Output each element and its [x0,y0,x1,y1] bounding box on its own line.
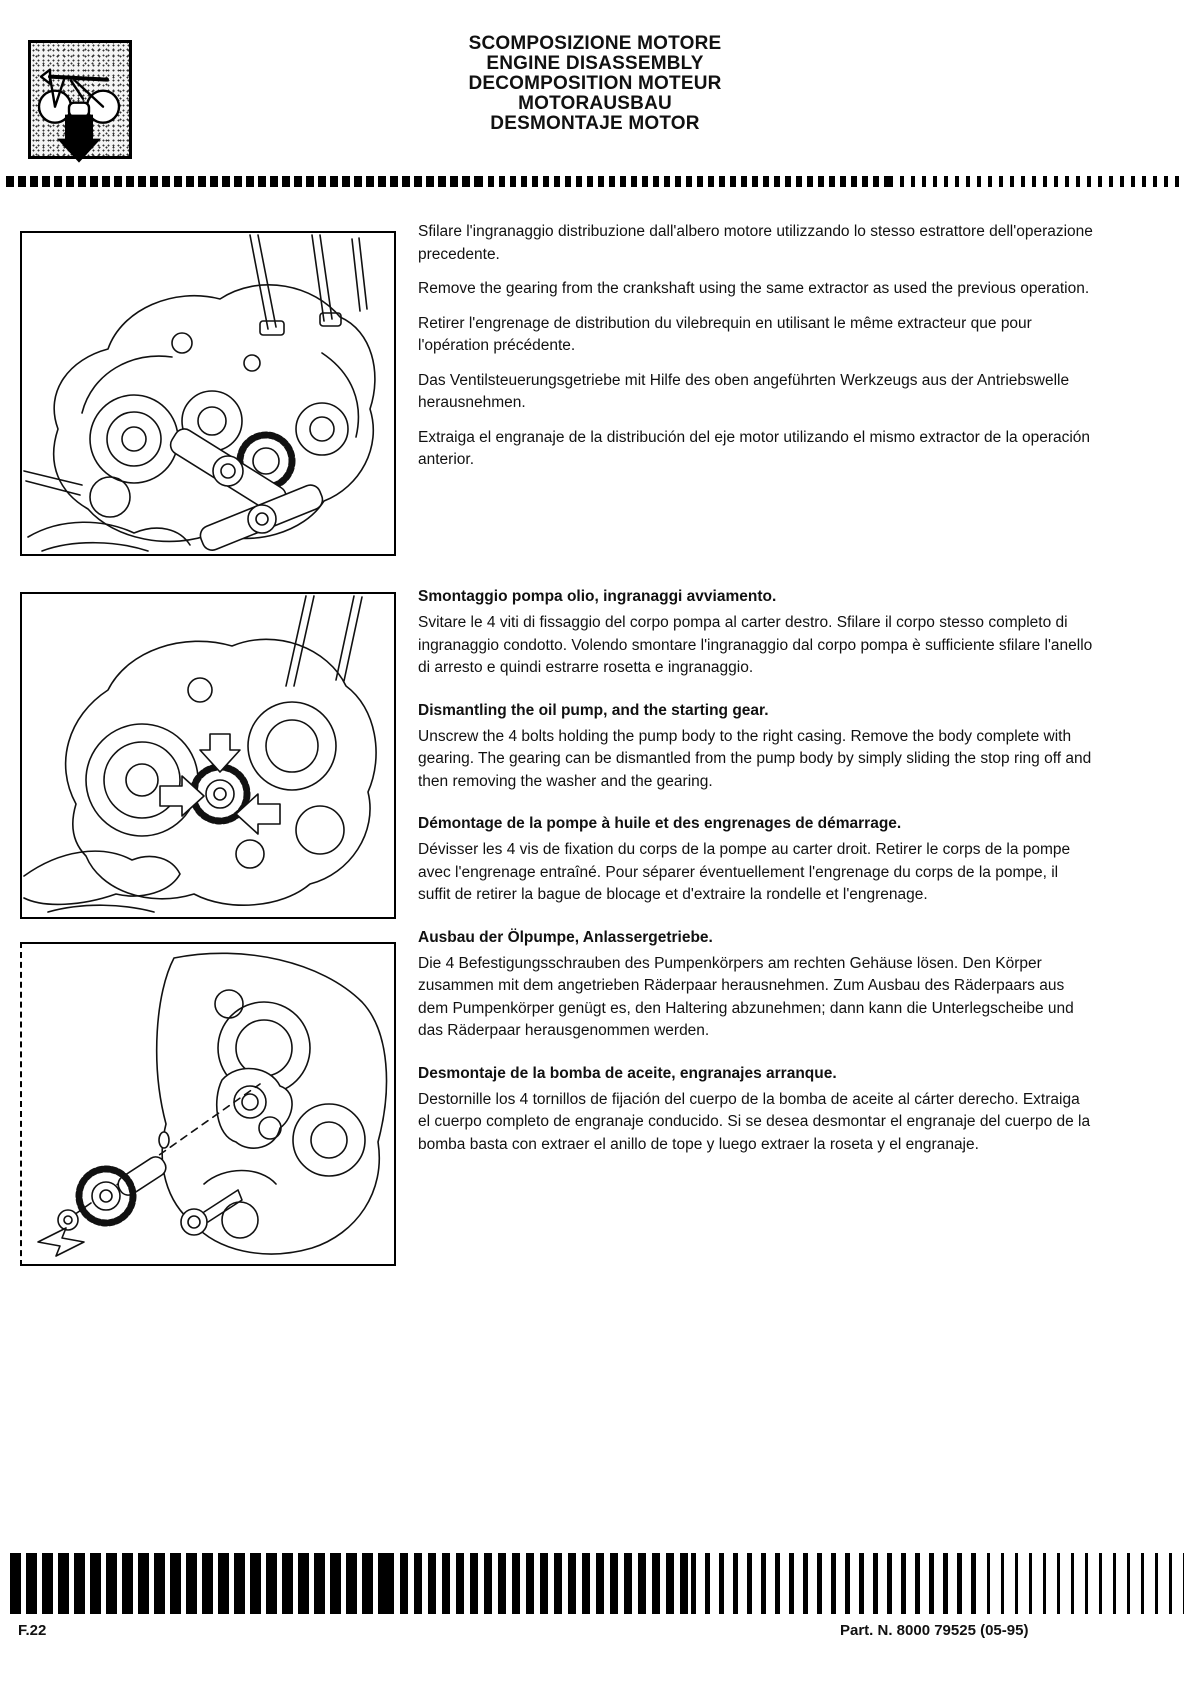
divider-segment [889,176,1184,187]
barcode-segment [691,1553,973,1614]
oil-pump-section [418,585,1094,1175]
heading-english: Dismantling the oil pump, and the starting gear. [418,701,769,719]
barcode-segment [973,1553,1184,1614]
body-spanish: Destornille los 4 tornillos de fijación del cuerpo de la bomba de aceite al cárter derecho. Extraiga el cuerpo completo de engranaje conducido. Si se desea desmontar el engranaje del cuerpo de la bomba basta con extraer el anillo de tope y luego extraer la roseta y el engranaje. [418,1090,1091,1153]
title-french: DECOMPOSITION MOTEUR [468,73,722,94]
top-divider [6,176,1184,187]
page-number: F.22 [18,1622,47,1639]
intro-paragraphs [418,221,1094,484]
title-english: ENGINE DISASSEMBLY [486,53,704,74]
paragraph-english: Remove the gearing from the crankshaft using the same extractor as used the previous operation. [418,280,1090,297]
bottom-barcode-divider [10,1553,1184,1614]
body-english: Unscrew the 4 bolts holding the pump body to the right casing. Remove the body complete with gearing. The gearing can be dismantled from the pump body by simply sliding the stop ring off and then removing the washer and the gearing. [418,727,1092,790]
body-german: Die 4 Befestigungsschrauben des Pumpenkörpers am rechten Gehäuse lösen. Den Körper zusammen mit dem angetrieben Räderpaar herausnehmen. Zum Ausbau des Räderpaars aus dem Pumpenkörper genügt es, den Haltering abzunehmen; dann kann die Unterlegscheibe und das Räderpaar herausgenommen werden. [418,954,1074,1039]
heading-german: Ausbau der Ölpumpe, Anlassergetriebe. [418,928,713,946]
body-french: Dévisser les 4 vis de fixation du corps de la pompe au carter droit. Retirer le corps de la pompe avec l'engrenage entraîné. Pour séparer éventuellement l'engrenage du corps de la pompe, il suffit de retirer la bague de blocage et d'extraire la rondelle et l'engrenage. [418,841,1071,903]
paragraph-german: Das Ventilsteuerungsgetriebe mit Hilfe des oben angeführten Werkzeugs aus der Antriebswelle herausnehmen. [418,371,1070,411]
section-block-french [418,812,1094,907]
section-block-italian [418,585,1094,680]
paragraph-spanish: Extraiga el engranaje de la distribución del eje motor utilizando el mismo extractor de la operación anterior. [418,428,1091,468]
barcode-segment [10,1553,386,1614]
part-number: Part. N. 8000 79525 (05-95) [840,1622,1029,1639]
divider-segment [6,176,477,187]
title-german: MOTORAUSBAU [518,93,672,114]
figure-oil-pump-exploded-view [20,942,396,1266]
section-block-english [418,699,1094,794]
barcode-segment [386,1553,691,1614]
title-italian: SCOMPOSIZIONE MOTORE [468,33,722,54]
paragraph-italian: Sfilare l'ingranaggio distribuzione dall'albero motore utilizzando lo stesso estrattore dell'operazione precedente. [418,223,1093,263]
section-block-german [418,926,1094,1043]
figure-crankshaft-gear-extractor [20,231,396,556]
heading-french: Démontage de la pompe à huile et des engrenages de démarrage. [418,815,902,832]
section-block-spanish [418,1062,1094,1157]
body-italian: Svitare le 4 viti di fissaggio del corpo pompa al carter destro. Sfilare il corpo stesso completo di ingranaggio condotto. Volendo smontare l'ingranaggio dal corpo pompa è sufficiente sfilare l'anello di arresto e quindi estrarre rosetta e ingranaggio. [418,614,1093,676]
title-spanish: DESMONTAJE MOTOR [490,113,700,134]
page-title [0,34,1190,134]
figure-oil-pump-removal [20,592,396,919]
heading-spanish: Desmontaje de la bomba de aceite, engranajes arranque. [418,1064,837,1082]
heading-italian: Smontaggio pompa olio, ingranaggi avviamento. [418,588,777,605]
paragraph-french: Retirer l'engrenage de distribution du vilebrequin en utilisant le même extracteur que pour l'opération précédente. [418,314,1032,354]
divider-segment [477,176,889,187]
